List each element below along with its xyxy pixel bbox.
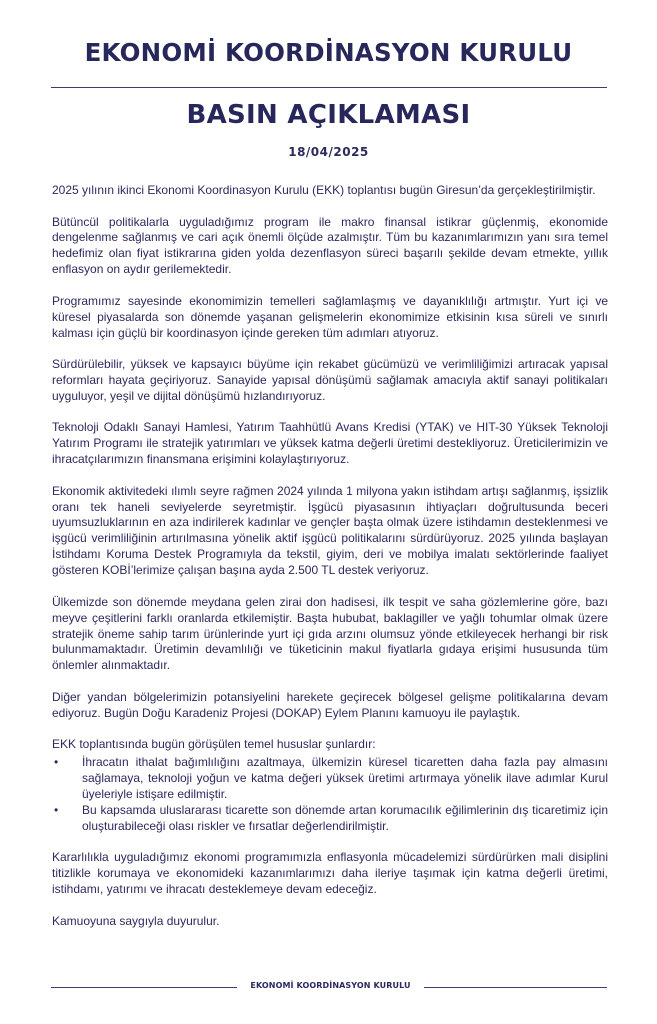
list-item [52, 755, 608, 803]
paragraph-2: Bütüncül politikalarla uyguladığımız program ile makro finansal istikrar güçlenmiş, ekonomide dengelenme sağlanmış ve cari açık önemli ölçüde azalmıştır. Tüm bu kazanımlarımızın yanı sıra temel hedefimiz olan fiyat istikrarına giden yolda dezenflasyon süreci başarılı şekilde devam etmekte, yıllık enflasyon on aydır gerilemektedir. [52, 214, 608, 277]
paragraph-1: 2025 yılının ikinci Ekonomi Koordinasyon Kurulu (EKK) toplantısı bugün Giresun’da gerçekleştirilmiştir. [52, 183, 596, 197]
list-item-text: İhracatın ithalat bağımlılığını azaltmaya, ülkemizin küresel ticaretten daha fazla pay almasını sağlamaya, teknoloji yoğun ve katma değeri yüksek üretimi artırmaya yönelik ilave adımlar Kurul üyeleriyle istişare edilmiştir. [82, 755, 608, 801]
topics-list [52, 755, 608, 835]
closing-announcement: Kamuoyuna saygıyla duyurulur. [52, 913, 220, 928]
list-item [52, 803, 608, 835]
footer-organization: EKONOMİ KOORDİNASYON KURULU [250, 981, 411, 990]
paragraph-3: Programımız sayesinde ekonomimizin temelleri sağlamlaşmış ve dayanıklılığı artmıştır. Yurt içi ve küresel piyasalarda son dönemde yaşanan gelişmelerin ekonomimize etkisinin kısa süreli ve sınırlı kalması için güçlü bir koordinasyon içinde gereken tüm adımları atıyoruz. [52, 293, 608, 340]
document-title: BASIN AÇIKLAMASI [186, 100, 471, 130]
footer-divider-right [424, 987, 607, 988]
paragraph-6: Ekonomik aktivitedeki ılımlı seyre rağmen 2024 yılında 1 milyona yakın istihdam artışı sağlanmış, işsizlik oranı tek haneli seviyelerde seyretmiştir. İşgücü piyasasının ihtiyaçları doğrultusunda beceri uyumsuzluklarının en aza indirilerek kadınlar ve gençler başta olmak üzere istihdamın desteklenmesi ve işgücü verimliliğinin artırılmasına yönelik aktif işgücü politikalarını sürdürüyoruz. 2025 yılında başlayan İstihdamı Koruma Destek Programıyla da tekstil, giyim, deri ve mobilya imalatı sektörlerinde faaliyet gösteren KOBİ’lerimize çalışan başına ayda 2.500 TL destek veriyoruz. [52, 483, 608, 578]
closing-paragraph: Kararlılıkla uyguladığımız ekonomi programımızla enflasyonla mücadelemizi sürdürürken mali disiplini titizlikle korumaya ve ekonomideki kazanımlarımızı daha ileriye taşımak için katma değerli üretimi, istihdamı, yatırımı ve ihracatı desteklemeye devam edeceğiz. [52, 850, 608, 897]
paragraph-5: Teknoloji Odaklı Sanayi Hamlesi, Yatırım Taahhütlü Avans Kredisi (YTAK) ve HIT-30 Yüksek Teknoloji Yatırım Programı ile stratejik yatırımları ve yüksek katma değerli üretimi destekliyoruz. Üreticilerimizin ve ihracatçılarımızın finansmana erişimini kolaylaştırıyoruz. [52, 420, 608, 467]
list-item-text: Bu kapsamda uluslararası ticarette son dönemde artan korumacılık eğilimlerinin dış ticaretimiz için oluşturabileceği olası riskler ve fırsatlar değerlendirilmiştir. [82, 802, 608, 833]
paragraph-8: Diğer yandan bölgelerimizin potansiyelini harekete geçirecek bölgesel gelişme politikalarına devam ediyoruz. Bugün Doğu Karadeniz Projesi (DOKAP) Eylem Planını kamuoyu ile paylaştık. [52, 689, 608, 720]
footer-divider-left [51, 987, 237, 988]
document-date: 18/04/2025 [288, 145, 369, 159]
topics-intro: EKK toplantısında bugün görüşülen temel hususlar şunlardır: [52, 737, 376, 752]
organization-title: EKONOMİ KOORDİNASYON KURULU [84, 38, 573, 67]
paragraph-7: Ülkemizde son dönemde meydana gelen zirai don hadisesi, ilk tespit ve saha gözlemlerine göre, bazı meyve çeşitlerini farklı oranlarda etkilemiştir. Başta hububat, baklagiller ve yağlı tohumlar olmak üzere stratejik öneme sahip tarım ürünlerinde yurt içi gıda arzını olumsuz yönde etkileyecek herhangi bir risk bulunmamaktadır. Üretimin devamlılığı ve tüketicinin makul fiyatlarla gıdaya erişimi hususunda tüm önlemler alınmaktadır. [52, 594, 608, 673]
bullet-icon: • [54, 802, 59, 817]
document-body [52, 183, 608, 945]
header-divider [51, 87, 607, 88]
paragraph-4: Sürdürülebilir, yüksek ve kapsayıcı büyüme için rekabet gücümüzü ve verimliliğimizi artıracak yapısal reformları hayata geçiriyoruz. Sanayide yapısal dönüşümü sağlamak amacıyla aktif sanayi politikaları uyguluyor, yeşil ve dijital dönüşümü hızlandırıyoruz. [52, 357, 608, 403]
bullet-icon: • [54, 755, 59, 770]
